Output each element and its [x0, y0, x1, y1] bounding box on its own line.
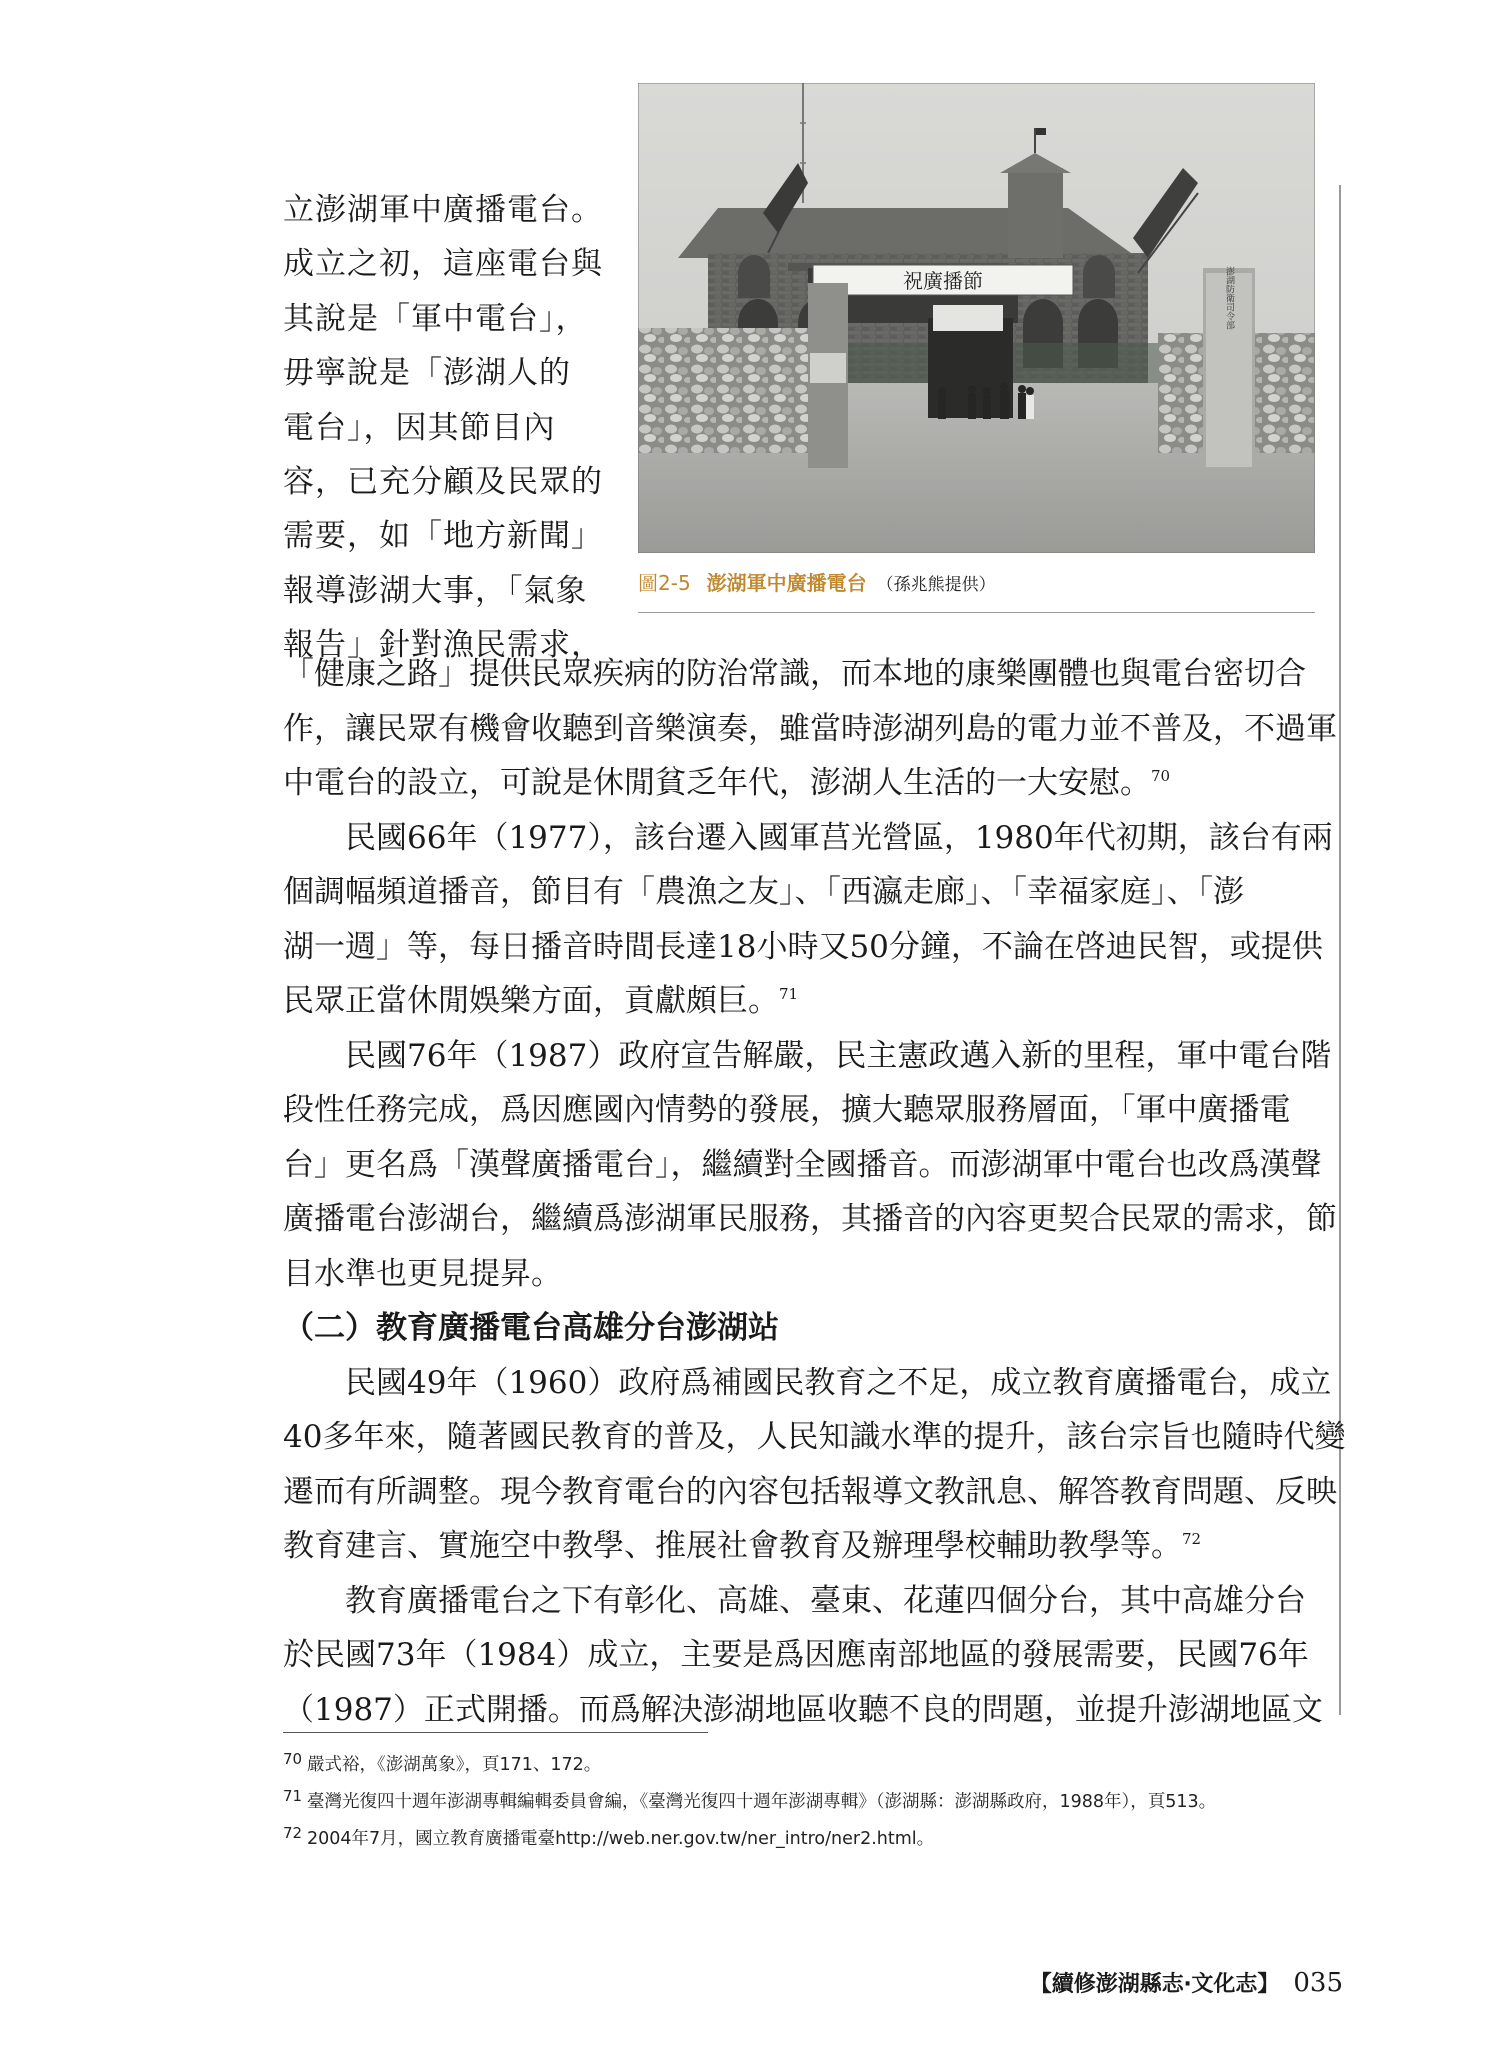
caption-rule	[638, 612, 1315, 613]
text-line: 立澎湖軍中廣播電台。	[283, 192, 603, 228]
text-line	[283, 1410, 1346, 1465]
section-heading	[283, 1301, 1323, 1356]
text-line	[283, 811, 1333, 866]
footnote-text: 嚴式裕，《澎湖萬象》，頁171、172。	[307, 1755, 602, 1775]
text-line	[283, 1574, 1323, 1629]
text-line: 毋寧說是「澎湖人的	[283, 355, 571, 392]
text-line-content: 民國49年（1960）政府爲補國民教育之不足，成立教育廣播電台，成立	[283, 1364, 1332, 1401]
text-line	[283, 920, 1323, 975]
body-text	[283, 647, 1346, 1737]
text-line	[283, 1192, 1337, 1247]
footnote-text: 2004年7月，國立教育廣播電臺http://web.ner.gov.tw/ner_intro/ner2.html。	[307, 1829, 935, 1849]
text-line: 報導澎湖大事，「氣象	[283, 572, 588, 609]
text-line-content: 遷而有所調整。現今教育電台的內容包括報導文教訊息、解答教育問題、反映	[283, 1473, 1337, 1510]
text-line-content: 段性任務完成，爲因應國內情勢的發展，擴大聽眾服務層面，「軍中廣播電	[283, 1092, 1291, 1128]
footnote-text: 臺灣光復四十週年澎湖專輯編輯委員會編，《臺灣光復四十週年澎湖專輯》（澎湖縣：澎湖縣政府，1988年），頁513。	[307, 1792, 1217, 1812]
text-line	[283, 1247, 1323, 1302]
footnotes	[283, 1750, 1323, 1861]
text-line	[283, 1356, 1332, 1411]
footnote-number: 72	[283, 1824, 303, 1842]
footnote-ref[interactable]: 71	[779, 985, 799, 1003]
page-footer	[1030, 1966, 1343, 2002]
footnote-ref[interactable]: 70	[1151, 767, 1171, 785]
text-line-content: 台」更名爲「漢聲廣播電台」，繼續對全國播音。而澎湖軍中電台也改爲漢聲	[283, 1146, 1322, 1183]
page-margin-rule	[1339, 185, 1341, 1715]
text-line-content: 民國76年（1987）政府宣告解嚴，民主憲政邁入新的里程，軍中電台階	[283, 1037, 1332, 1074]
text-line	[283, 1138, 1323, 1193]
page-number: 035	[1293, 1968, 1343, 1998]
figure-credit: （孫兆熊提供）	[876, 575, 996, 595]
text-line-content: 民眾正當休閒娛樂方面，貢獻頗巨。	[283, 983, 779, 1019]
text-line-content: 作，讓民眾有機會收聽到音樂演奏，雖當時澎湖列島的電力並不普及，不過軍	[283, 710, 1337, 747]
text-line-content: 教育建言、實施空中教學、推展社會教育及辦理學校輔助教學等。	[283, 1528, 1182, 1564]
footnote-number: 70	[283, 1750, 303, 1768]
text-line: 報告」針對漁民需求，	[283, 627, 603, 664]
text-line	[283, 702, 1337, 757]
text-line	[283, 1465, 1337, 1520]
footnote	[283, 1824, 1323, 1855]
station-photo-svg	[638, 83, 1315, 553]
text-line-content: （二）教育廣播電台高雄分台澎湖站	[283, 1310, 779, 1346]
text-line: 電台」，因其節目內	[283, 409, 556, 446]
text-line-content: 個調幅頻道播音，節目有「農漁之友」、「西瀛走廊」、「幸福家庭」、「澎	[283, 874, 1244, 910]
text-line-content: 湖一週」等，每日播音時間長達18小時又50分鐘，不論在啓迪民智，或提供	[283, 928, 1323, 965]
text-line: 容，已充分顧及民眾的	[283, 463, 603, 500]
figure-number: 圖2-5	[638, 571, 691, 595]
text-line	[283, 865, 1323, 920]
figure-caption	[638, 565, 1315, 601]
text-line-content: 教育廣播電台之下有彰化、高雄、臺東、花蓮四個分台，其中高雄分台	[283, 1582, 1306, 1619]
text-line-content: 「健康之路」提供民眾疾病的防治常識，而本地的康樂團體也與電台密切合	[283, 656, 1306, 692]
text-line	[283, 974, 1323, 1029]
footnote-ref[interactable]: 72	[1182, 1530, 1202, 1548]
text-line	[283, 647, 1323, 702]
text-line: 其說是「軍中電台」，	[283, 300, 588, 337]
footnote	[283, 1750, 1323, 1781]
text-line-content: 於民國73年（1984）成立，主要是爲因應南部地區的發展需要，民國76年	[283, 1637, 1309, 1673]
footnote-rule	[283, 1732, 708, 1733]
station-photo	[638, 83, 1315, 553]
text-line: 需要，如「地方新聞」	[283, 518, 603, 555]
text-line	[283, 1029, 1332, 1084]
pillar-text: 澎湖防衛司令部	[1224, 266, 1234, 330]
narrow-text-column	[283, 183, 605, 673]
text-line	[283, 1519, 1323, 1574]
series-title: 【續修澎湖縣志‧文化志】	[1029, 1972, 1280, 1997]
text-line	[283, 1683, 1323, 1738]
text-line-content: 民國66年（1977），該台遷入國軍莒光營區，1980年代初期，該台有兩	[283, 819, 1333, 856]
text-line: 成立之初，這座電台與	[283, 246, 603, 283]
text-line-content: 40多年來，隨著國民教育的普及，人民知識水準的提升，該台宗旨也隨時代變	[283, 1419, 1346, 1455]
text-line-content: 中電台的設立，可說是休閒貧乏年代，澎湖人生活的一大安慰。	[283, 765, 1151, 801]
footnote	[283, 1787, 1323, 1818]
text-line-content: 廣播電台澎湖台，繼續爲澎湖軍民服務，其播音的內容更契合民眾的需求，節	[283, 1201, 1337, 1237]
figure-title: 澎湖軍中廣播電台	[706, 571, 867, 595]
text-line	[283, 1083, 1323, 1138]
text-line	[283, 756, 1323, 811]
text-line-content: （1987）正式開播。而爲解決澎湖地區收聽不良的問題，並提升澎湖地區文	[283, 1691, 1323, 1728]
footnote-number: 71	[283, 1787, 303, 1805]
banner-text: 祝廣播節	[903, 269, 983, 293]
text-line-content: 目水準也更見提昇。	[283, 1255, 562, 1292]
text-line	[283, 1628, 1323, 1683]
